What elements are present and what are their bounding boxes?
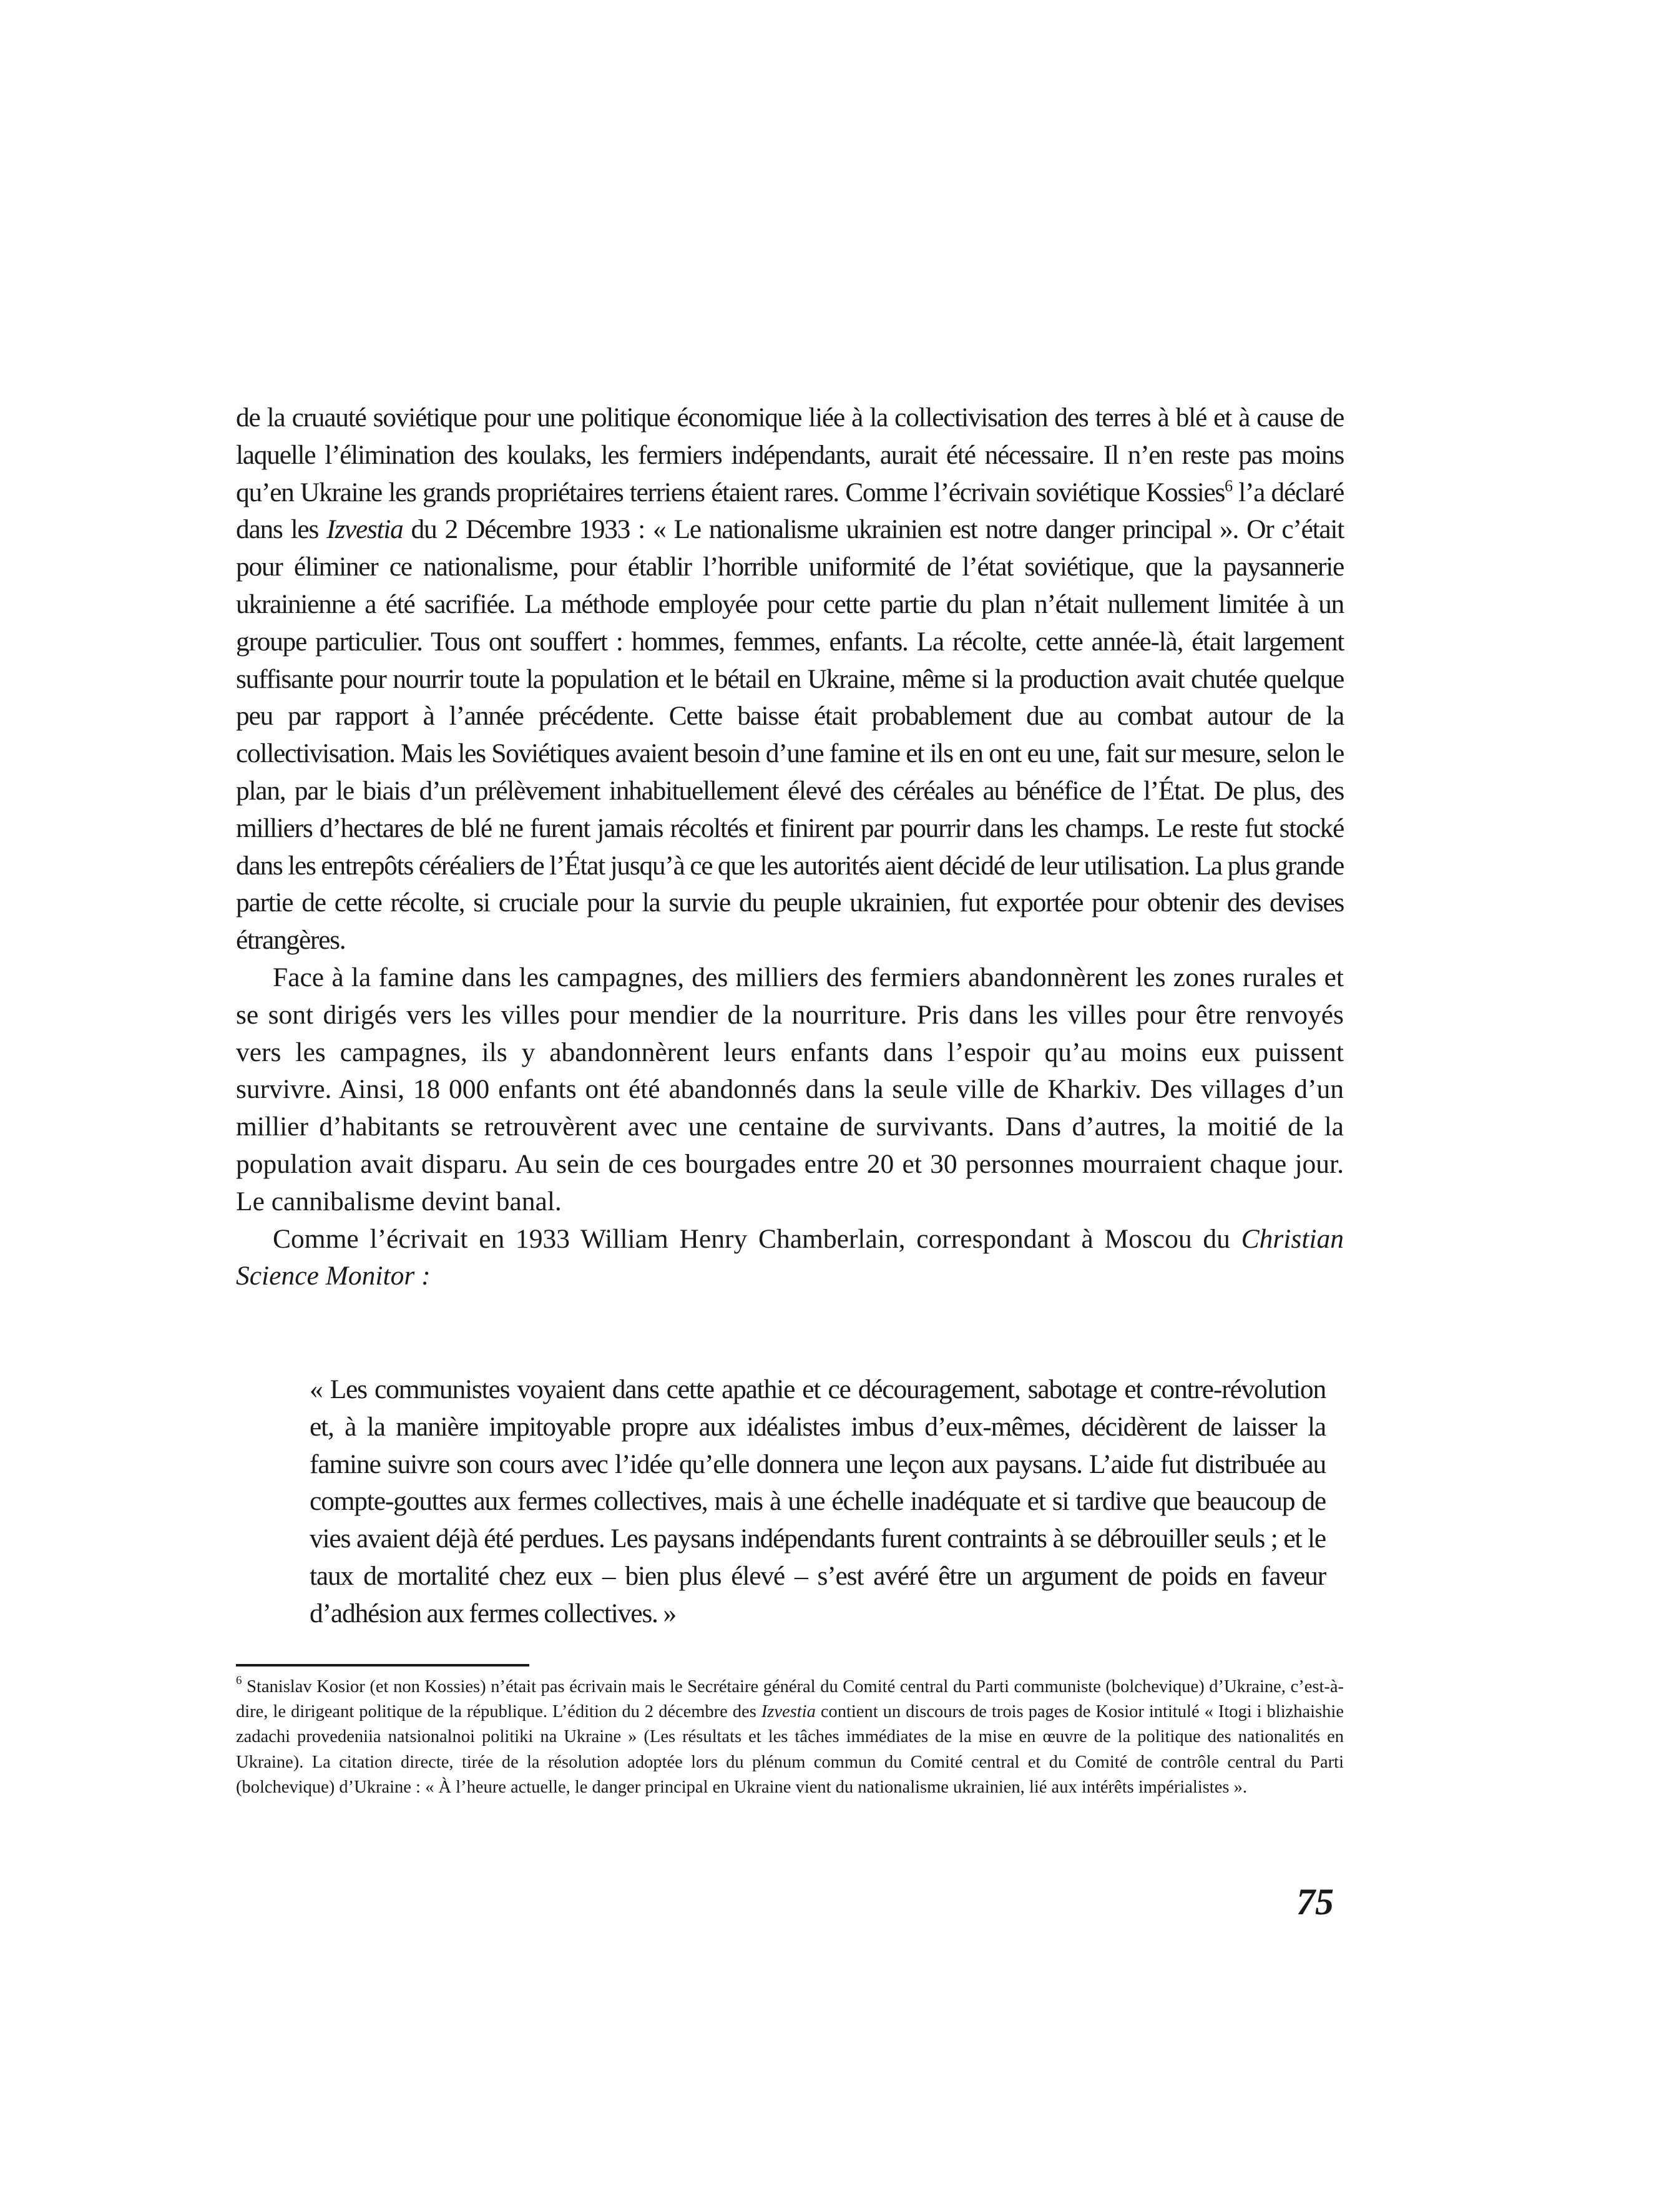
paragraph-1 (236, 399, 1344, 959)
paragraph-1-text-b: l’a déclaré dans les (236, 477, 1344, 545)
newspaper-title: Christian Science Monitor : (236, 1223, 1344, 1291)
footnote-divider (236, 1664, 529, 1666)
footnote-izvestia-title: Izvestia (761, 1702, 816, 1722)
paragraph-3 (236, 1221, 1344, 1296)
paragraph-3-text: Comme l’écrivait en 1933 William Henry Chamberlain, correspondant à Moscou du (273, 1223, 1241, 1254)
page-number: 75 (1296, 1881, 1334, 1922)
footnote-text-a: Stanislav Kosior (et non Kossies) n’était pas écrivain mais le Secrétaire général du Comité central du Parti communiste (bolchevique) d’Ukraine, c’est-à-dire, le dirigeant politique de la république. L’édition du 2 décembre des (236, 1677, 1344, 1722)
footnote-reference[interactable]: 6 (1225, 476, 1232, 495)
main-text (236, 399, 1344, 1295)
footnote-6 (236, 1675, 1344, 1800)
footnote-mark: 6 (236, 1674, 242, 1687)
izvestia-title: Izvestia (326, 514, 403, 545)
paragraph-1-text-c: du 2 Décembre 1933 : « Le nationalisme ukrainien est notre danger principal ». Or c’était pour éliminer ce nationalisme, pour établir l’horrible uniformité de l’état soviétique, que la paysannerie ukrainienne a été sacrifiée. La méthode employée pour cette partie du plan n’était nullement limitée à un groupe particulier. Tous ont souffert : hommes, femmes, enfants. La récolte, cette année-là, était largement suffisante pour nourrir toute la population et le bétail en Ukraine, même si la production avait chutée quelque peu par rapport à l’année précédente. Cette baisse était probablement due au combat autour de la collectivisation. Mais les Soviétiques avaient besoin d’une famine et ils en ont eu une, fait sur mesure, selon le plan, par le biais d’un prélèvement inhabituellement élevé des céréales au bénéfice de l’État. De plus, des milliers d’hectares de blé ne furent jamais récoltés et finirent par pourrir dans les champs. Le reste fut stocké dans les entrepôts céréaliers de l’État jusqu’à ce que les autorités aient décidé de leur utilisation. La plus grande partie de cette récolte, si cruciale pour la survie du peuple ukrainien, fut exportée pour obtenir des devises étrangères. (236, 514, 1344, 956)
block-quote: « Les communistes voyaient dans cette apathie et ce découragement, sabotage et contre-révolution et, à la manière impitoyable propre aux idéalistes imbus d’eux-mêmes, décidèrent de laisser la famine suivre son cours avec l’idée qu’elle donnera une leçon aux paysans. L’aide fut distribuée au compte-gouttes aux fermes collectives, mais à une échelle inadéquate et si tardive que beaucoup de vies avaient déjà été perdues. Les paysans indépendants furent contraints à se débrouiller seuls ; et le taux de mortalité chez eux – bien plus élevé – s’est avéré être un argument de poids en faveur d’adhésion aux fermes collectives. » (310, 1374, 1326, 1628)
footnote-text-b: contient un discours de trois pages de Kosior intitulé « Itogi i blizhaishie zadachi provedeniia natsionalnoi politiki na Ukraine » (Les résultats et les tâches immédiates de la mise en œuvre de la politique des nationalités en Ukraine). La citation directe, tirée de la résolution adoptée lors du plénum commun du Comité central et du Comité de contrôle central du Parti (bolchevique) d’Ukraine : « À l’heure actuelle, le danger principal en Ukraine vient du nationalisme ukrainien, lié aux intérêts impérialistes ». (236, 1702, 1344, 1797)
paragraph-2: Face à la famine dans les campagnes, des milliers des fermiers abandonnèrent les zones rurales et se sont dirigés vers les villes pour mendier de la nourriture. Pris dans les villes pour être renvoyés vers les campagnes, ils y abandonnèrent leurs enfants dans l’espoir qu’au moins eux puissent survivre. Ainsi, 18 000 enfants ont été abandonnés dans la seule ville de Kharkiv. Des villages d’un millier d’habitants se retrouvèrent avec une centaine de survivants. Dans d’autres, la moitié de la population avait disparu. Au sein de ces bourgades entre 20 et 30 personnes mourraient chaque jour. Le cannibalisme devint banal. (236, 962, 1344, 1216)
paragraph-1-text-a: de la cruauté soviétique pour une politique économique liée à la collectivisation des terres à blé et à cause de laquelle l’élimination des koulaks, les fermiers indépendants, aurait été nécessaire. Il n’en reste pas moins qu’en Ukraine les grands propriétaires terriens étaient rares. Comme l’écrivain soviétique Kossies (236, 403, 1344, 507)
